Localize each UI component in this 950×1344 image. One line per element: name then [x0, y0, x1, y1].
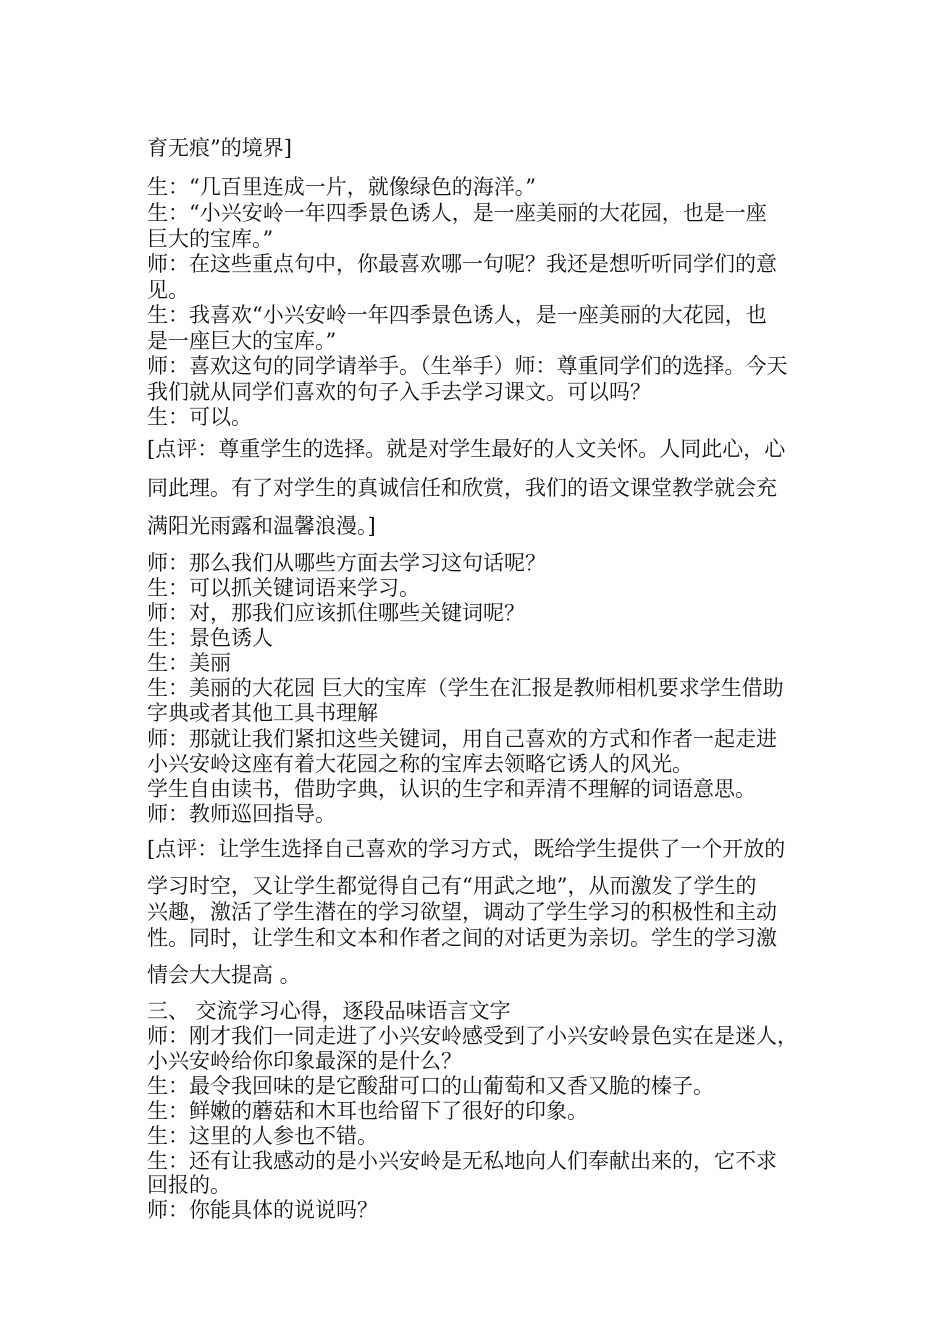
section-heading: 三、 交流学习心得，逐段品味语言文字 — [147, 999, 511, 1023]
text-line: 师：在这些重点句中，你最喜欢哪一句呢？我还是想听听同学们的意 — [147, 252, 777, 276]
text-line: 师：刚才我们一同走进了小兴安岭感受到了小兴安岭景色实在是迷人， — [147, 1024, 798, 1048]
comment-line: 同此理。有了对学生的真诚信任和欣赏，我们的语文课堂教学就会充 — [147, 476, 777, 500]
text-line: 生：这里的人参也不错。 — [147, 1124, 378, 1148]
comment-line: 学习时空，又让学生都觉得自己有“用武之地”，从而激发了学生的 — [147, 874, 757, 898]
comment-line: 情会大大提高 。 — [147, 963, 301, 987]
text-line: 师：喜欢这句的同学请举手。（生举手）师：尊重同学们的选择。今天 — [147, 354, 788, 378]
text-line: 小兴安岭这座有着大花园之称的宝库去领略它诱人的风光。 — [147, 752, 693, 776]
text-line: 师：教师巡回指导。 — [147, 802, 336, 826]
text-line: 生：鲜嫩的蘑菇和木耳也给留下了很好的印象。 — [147, 1099, 588, 1123]
text-line: 师：那么我们从哪些方面去学习这句话呢？ — [147, 551, 546, 575]
text-line: 生：美丽 — [147, 651, 231, 675]
text-line: 见。 — [147, 278, 189, 302]
text-line: 小兴安岭给你印象最深的是什么？ — [147, 1049, 462, 1073]
text-line: 育无痕”的境界] — [147, 136, 292, 160]
text-line: 字典或者其他工具书理解 — [147, 701, 378, 725]
text-line: 生：最令我回味的是它酸甜可口的山葡萄和又香又脆的榛子。 — [147, 1074, 714, 1098]
text-line: 是一座巨大的宝库。” — [147, 329, 337, 353]
text-line: 生：可以。 — [147, 405, 252, 429]
text-line: 师：你能具体的说说吗？ — [147, 1198, 378, 1222]
comment-line: 性。同时，让学生和文本和作者之间的对话更为亲切。学生的学习激 — [147, 926, 777, 950]
text-line: 生：美丽的大花园 巨大的宝库（学生在汇报是教师相机要求学生借助 — [147, 676, 784, 700]
text-line: 生：“几百里连成一片，就像绿色的海洋。” — [147, 175, 536, 199]
text-line: 生：我喜欢“小兴安岭一年四季景色诱人，是一座美丽的大花园，也 — [147, 303, 767, 327]
text-line: 巨大的宝库。” — [147, 227, 274, 251]
text-line: 生：景色诱人 — [147, 626, 273, 650]
text-line: 师：那就让我们紧扣这些关键词，用自己喜欢的方式和作者一起走进 — [147, 727, 777, 751]
comment-line: 满阳光雨露和温馨浪漫。] — [147, 514, 376, 538]
text-line: 生：可以抓关键词语来学习。 — [147, 576, 420, 600]
text-line: 回报的。 — [147, 1173, 231, 1197]
text-line: 我们就从同学们喜欢的句子入手去学习课文。可以吗？ — [147, 380, 651, 404]
comment-line: 兴趣，激活了学生潜在的学习欲望，调动了学生学习的积极性和主动 — [147, 900, 777, 924]
text-line: 生：“小兴安岭一年四季景色诱人，是一座美丽的大花园，也是一座 — [147, 201, 767, 225]
comment-line: [点评：尊重学生的选择。就是对学生最好的人文关怀。人同此心，心 — [147, 437, 786, 461]
text-line: 师：对，那我们应该抓住哪些关键词呢？ — [147, 601, 525, 625]
text-line: 生：还有让我感动的是小兴安岭是无私地向人们奉献出来的，它不求 — [147, 1149, 777, 1173]
comment-line: [点评：让学生选择自己喜欢的学习方式，既给学生提供了一个开放的 — [147, 837, 786, 861]
text-line: 学生自由读书，借助字典，认识的生字和弄清不理解的词语意思。 — [147, 777, 756, 801]
